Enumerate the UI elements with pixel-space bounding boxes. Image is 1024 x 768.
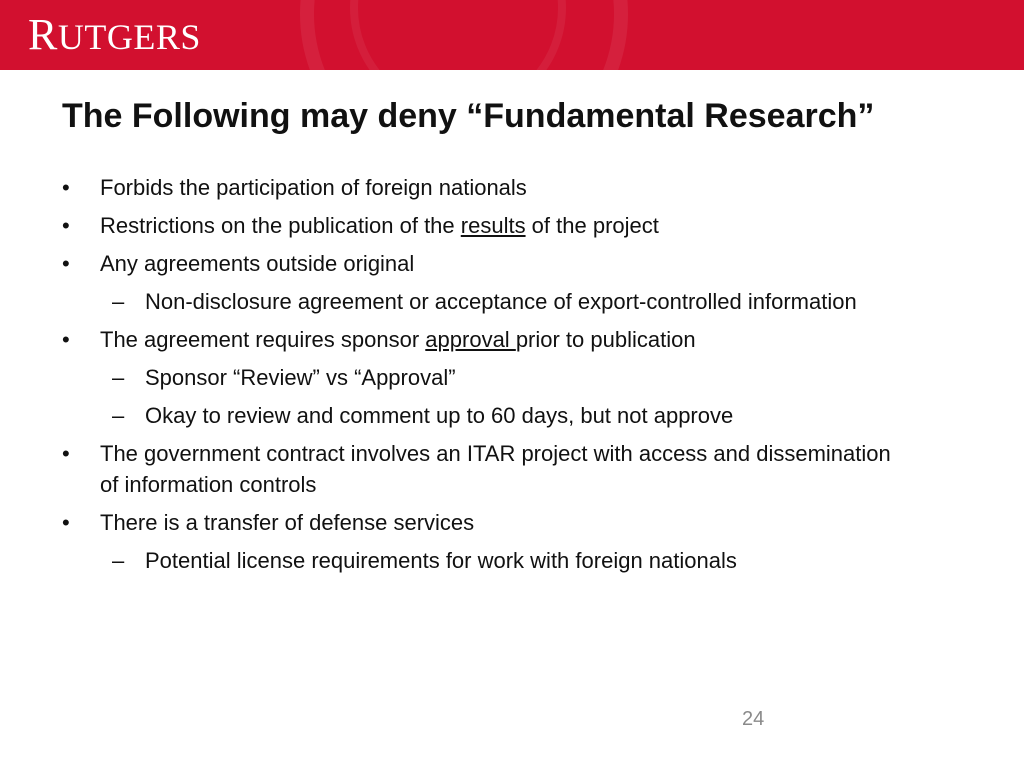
text-run: Restrictions on the publication of the [100,213,461,238]
bullet-text [100,327,696,352]
bullet-text [100,510,474,535]
text-run: of the project [525,213,659,238]
bullet-item [62,172,892,203]
text-run: The government contract involves an ITAR project with access and dissemination of information controls [100,441,891,497]
header-banner [0,0,1024,70]
bullet-text [145,365,456,390]
bullet-item [62,507,892,538]
bullet-text [145,548,737,573]
underlined-text: results [460,213,526,238]
text-run: Any agreements outside original [100,251,415,276]
bullet-marker: • [62,327,70,352]
bullet-marker: • [62,251,70,276]
bullet-list [62,172,892,583]
sub-bullet-item [62,286,892,317]
bullet-marker: • [62,213,70,238]
bullet-marker: • [62,175,70,200]
bullet-text [145,289,857,314]
bullet-marker: • [62,441,70,466]
text-run: Sponsor “Review” vs “Approval” [145,365,456,390]
text-run: The agreement requires sponsor [100,327,426,352]
bullet-text [145,403,733,428]
seal-watermark-inner [350,0,566,70]
dash-marker: – [112,289,125,314]
slide-title: The Following may deny “Fundamental Research” [62,97,875,135]
bullet-item [62,210,892,241]
sub-bullet-item [62,362,892,393]
bullet-text [100,175,527,200]
sub-bullet-item [62,545,892,576]
dash-marker: – [112,403,125,428]
rutgers-logo: RUTGERS [28,10,201,59]
text-run: Non-disclosure agreement or acceptance of export-controlled information [145,289,857,314]
bullet-text [100,213,659,238]
text-run: prior to publication [515,327,696,352]
bullet-text [100,441,891,497]
text-run: There is a transfer of defense services [100,510,475,535]
dash-marker: – [112,548,125,573]
page-number: 24 [742,708,765,730]
sub-bullet-item [62,400,892,431]
bullet-item [62,248,892,279]
underlined-text: approval [425,327,516,352]
text-run: Potential license requirements for work with foreign nationals [145,548,737,573]
bullet-item [62,438,892,500]
bullet-text [100,251,414,276]
text-run: Okay to review and comment up to 60 days, but not approve [145,403,734,428]
dash-marker: – [112,365,125,390]
bullet-item [62,324,892,355]
text-run: Forbids the participation of foreign nationals [100,175,527,200]
bullet-marker: • [62,510,70,535]
